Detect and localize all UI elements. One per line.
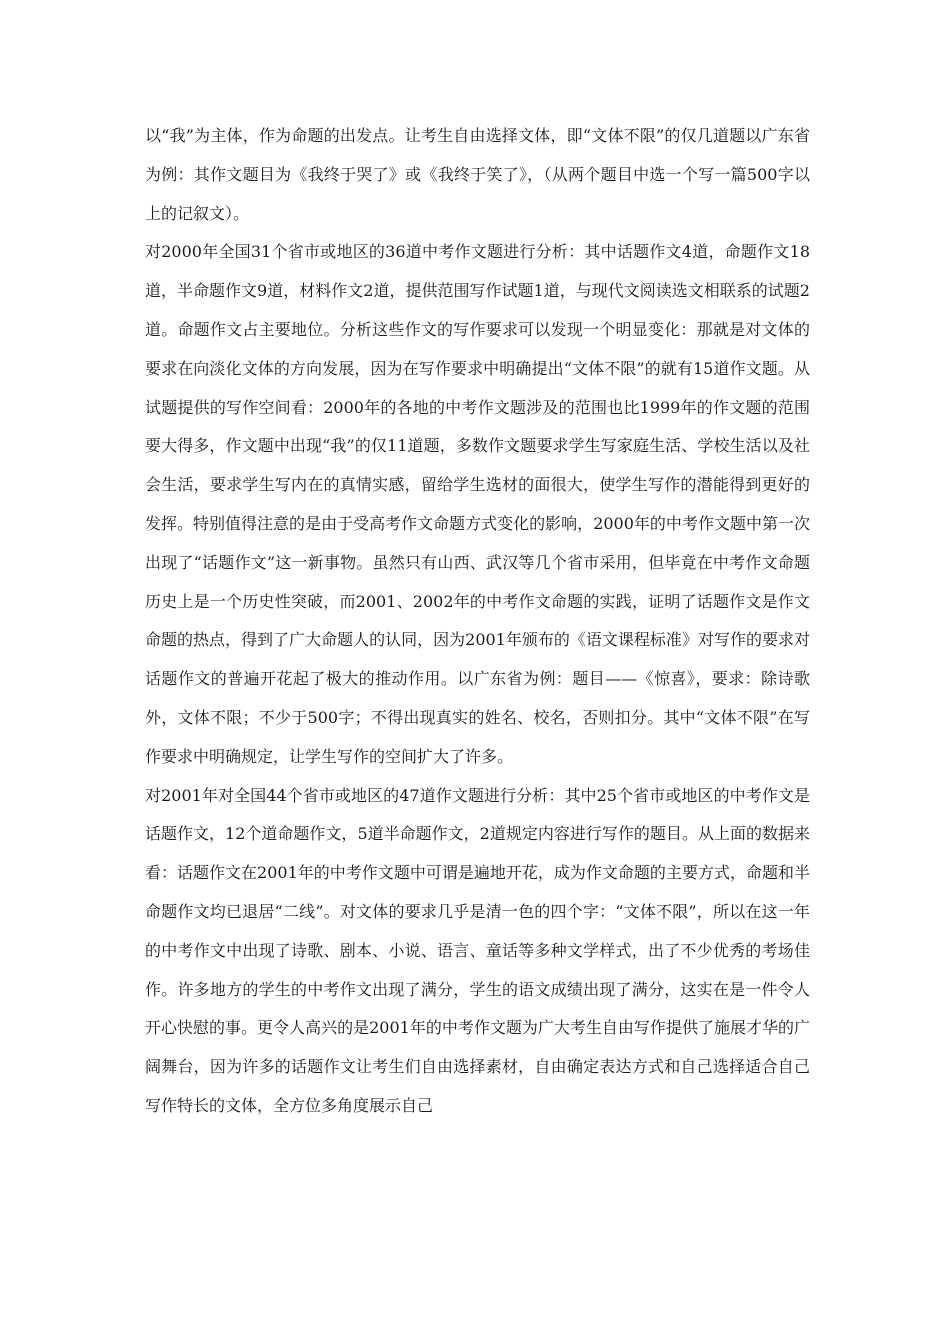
paragraph-1: 以“我”为主体，作为命题的出发点。让考生自由选择文体，即“文体不限”的仅几道题以广东省为例：其作文题目为《我终于哭了》或《我终于笑了》，（从两个题目中选一个写一篇500字以上的记叙文）。: [145, 126, 810, 223]
document-body: [145, 117, 810, 1126]
paragraph-2: 对2000年全国31个省市或地区的36道中考作文题进行分析：其中话题作文4道，命题作文18道，半命题作文9道，材料作文2道，提供范围写作试题1道，与现代文阅读选文相联系的试题2道。命题作文占主要地位。分析这些作文的写作要求可以发现一个明显变化：那就是对文体的要求在向淡化文体的方向发展，因为在写作要求中明确提出“文体不限”的就有15道作文题。从试题提供的写作空间看：2000年的各地的中考作文题涉及的范围也比1999年的作文题的范围要大得多，作文题中出现“我”的仅11道题，多数作文题要求学生写家庭生活、学校生活以及社会生活，要求学生写内在的真情实感，留给学生选材的面很大，使学生写作的潜能得到更好的发挥。特别值得注意的是由于受高考作文命题方式变化的影响，2000年的中考作文题中第一次出现了“话题作文”这一新事物。虽然只有山西、武汉等几个省市采用，但毕竟在中考作文命题历史上是一个历史性突破，而2001、2002年的中考作文命题的实践，证明了话题作文是作文命题的热点，得到了广大命题人的认同，因为2001年颁布的《语文课程标准》对写作的要求对话题作文的普遍开花起了极大的推动作用。以广东省为例：题目——《惊喜》，要求：除诗歌外，文体不限；不少于500字；不得出现真实的姓名、校名，否则扣分。其中“文体不限”在写作要求中明确规定，让学生写作的空间扩大了许多。: [145, 242, 810, 766]
paragraph-3: 对2001年对全国44个省市或地区的47道作文题进行分析：其中25个省市或地区的中考作文是话题作文，12个道命题作文，5道半命题作文，2道规定内容进行写作的题目。从上面的数据来看：话题作文在2001年的中考作文题中可谓是遍地开花，成为作文命题的主要方式，命题和半命题作文均已退居“二线”。对文体的要求几乎是清一色的四个字：“文体不限”，所以在这一年的中考作文中出现了诗歌、剧本、小说、语言、童话等多种文学样式，出了不少优秀的考场佳作。许多地方的学生的中考作文出现了满分，学生的语文成绩出现了满分，这实在是一件令人开心快慰的事。更令人高兴的是2001年的中考作文题为广大考生自由写作提供了施展才华的广阔舞台，因为许多的话题作文让考生们自由选择素材，自由确定表达方式和自己选择适合自己写作特长的文体，全方位多角度展示自己: [145, 785, 810, 1115]
